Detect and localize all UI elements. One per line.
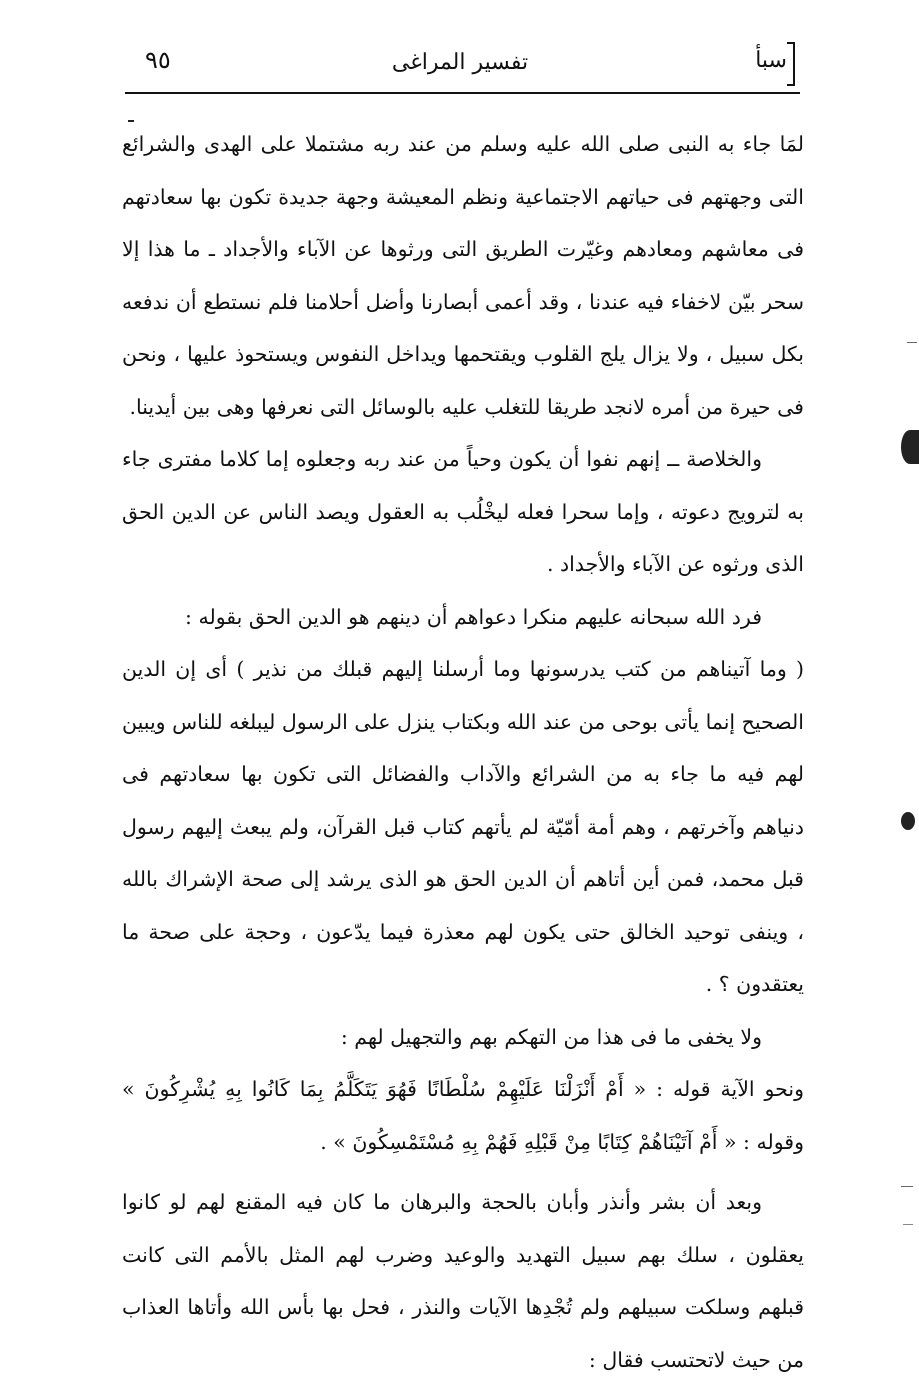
- page-number: ٩٥: [145, 46, 171, 74]
- body-text: [122, 118, 804, 1386]
- paragraph: لمَا جاء به النبى صلى الله عليه وسلم من عند ربه مشتملا على الهدى والشرائع التى وجهتهم فى حياتهم الاجتماعية ونظم المعيشة وجهة جديدة تكون بها سعادتهم فى معاشهم ومعادهم وغيّرت الطريق التى ورثوها عن الآباء والأجداد ـ ما هذا إلا سحر بيّن لاخفاء فيه عندنا ، وقد أعمى أبصارنا وأضل أحلامنا فلم نستطع أن ندفعه بكل سبيل ، ولا يزال يلج القلوب ويقتحمها ويداخل النفوس ويستحوذ عليها ، ونحن فى حيرة من أمره لانجد طريقا للتغلب عليه بالوسائل التى نعرفها وهى بين أيدينا.: [122, 132, 804, 419]
- scan-artifact: [901, 1186, 913, 1187]
- paragraph: وبعد أن بشر وأنذر وأبان بالحجة والبرهان ما كان فيه المقنع لهم لو كانوا يعقلون ، سلك بهم سبيل التهديد والوعيد وضرب لهم المثل بالأمم التى كانت قبلهم وسلكت سبيلهم ولم تُجْدِها الآيات والنذر ، فحل بها بأس الله وأتاها العذاب من حيث لاتحتسب فقال :: [122, 1190, 804, 1372]
- scan-artifact: [903, 1224, 913, 1225]
- scan-artifact: [907, 342, 917, 343]
- header-rule: [125, 92, 800, 94]
- paragraph: والخلاصة ــ إنهم نفوا أن يكون وحياً من عند ربه وجعلوه إما كلاما مفترى جاء به لترويج دعوته ، وإما سحرا فعله ليخْلُب به العقول ويصد الناس عن الدين الحق الذى ورثوه عن الآباء والأجداد .: [122, 447, 804, 576]
- chapter-label: سبأ: [755, 48, 787, 73]
- scan-artifact: [901, 812, 915, 830]
- scan-artifact: [901, 430, 919, 464]
- paragraph: ولا يخفى ما فى هذا من التهكم بهم والتجهيل لهم :: [340, 1024, 762, 1049]
- chapter-bracket: [787, 42, 795, 86]
- paragraph: فرد الله سبحانه عليهم منكرا دعواهم أن دينهم هو الدين الحق بقوله :: [185, 604, 762, 629]
- page-header: [125, 42, 795, 90]
- paragraph-quran-citation: ونحو الآية قوله : « أَمْ أَنْزَلْنَا عَلَيْهِمْ سُلْطَانًا فَهُوَ يَتَكَلَّمُ بِمَا كَانُوا بِهِ يُشْرِكُونَ » وقوله : « أَمْ آتَيْنَاهُمْ كِتَابًا مِنْ قَبْلِهِ فَهُمْ بِهِ مُسْتَمْسِكُونَ » .: [122, 1077, 804, 1154]
- paragraph-gap: [122, 1168, 804, 1176]
- paragraph: ( وما آتيناهم من كتب يدرسونها وما أرسلنا إليهم قبلك من نذير ) أى إن الدين الصحيح إنما يأتى بوحى من عند الله وبكتاب ينزل على الرسول ليبلغه للناس ويبين لهم فيه ما جاء به من الشرائع والآداب والفضائل التى تكون بها سعادتهم فى دنياهم وآخرتهم ، وهم أمة أمّيّة لم يأتهم كتاب قبل القرآن، ولم يبعث إليهم رسول قبل محمد، فمن أين أتاهم أن الدين الحق هو الذى يرشد إلى صحة الإشراك بالله ، وينفى توحيد الخالق حتى يكون لهم معذرة فيما يدّعون ، وحجة على صحة ما يعتقدون ؟ .: [122, 657, 804, 996]
- running-title: تفسير المراغى: [391, 50, 529, 75]
